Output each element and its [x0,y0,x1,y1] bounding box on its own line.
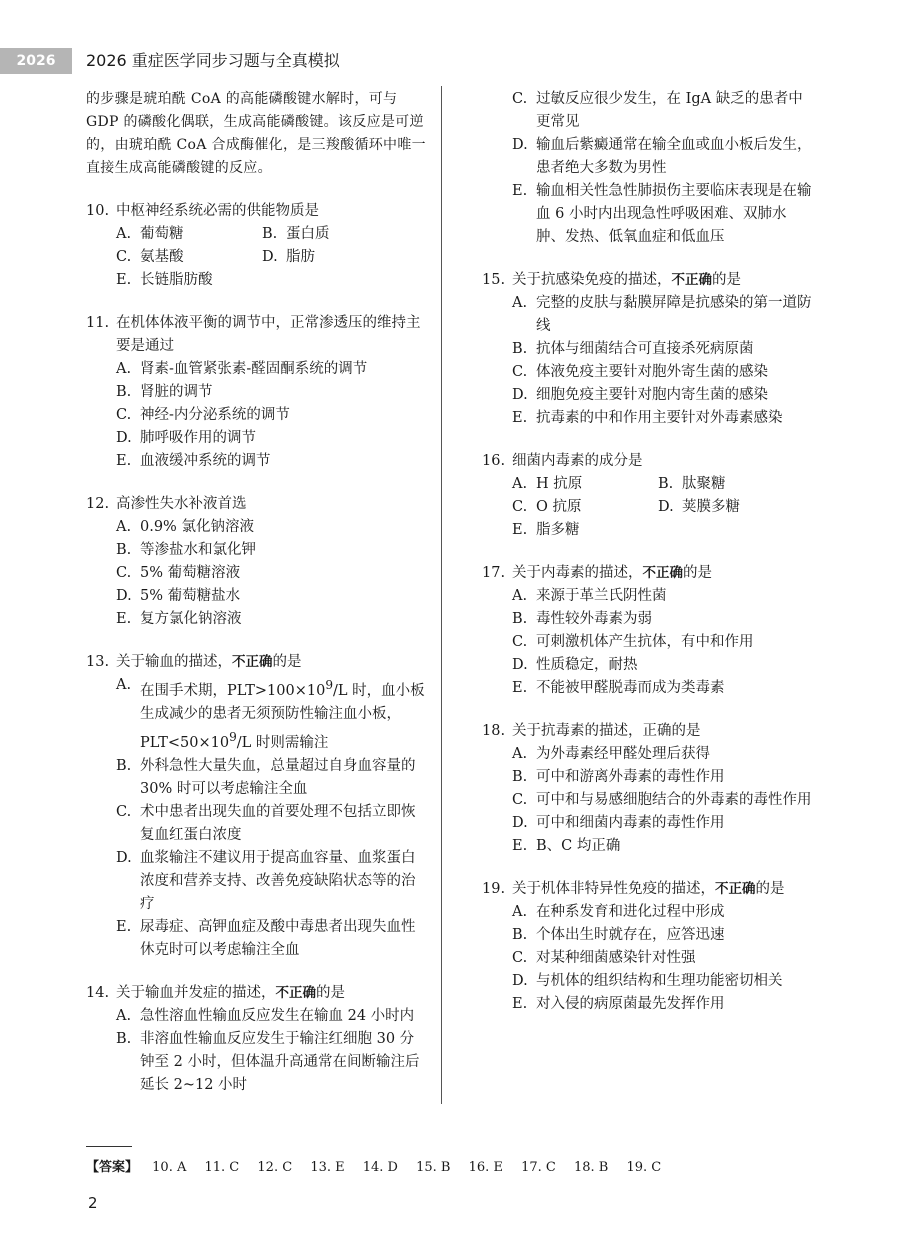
option-d: D. 荚膜多糖 [658,499,740,515]
option-e: E. 尿毒症、高钾血症及酸中毒患者出现失血性休克时可以考虑输注全血 [116,918,416,958]
option-b: B. 等渗盐水和氯化钾 [116,542,256,558]
question-number: 10. [86,203,110,219]
answer-key-label: 【答案】 [86,1160,139,1175]
question-stem: 关于抗感染免疫的描述，不正确的是 [512,272,741,288]
option-e: E. 脂多糖 [512,522,580,538]
option-e: E. 长链脂肪酸 [116,272,213,288]
negation-emphasis: 不正确 [275,984,316,1001]
negation-emphasis: 不正确 [715,881,756,897]
question-number: 13. [86,654,110,670]
option-c: C. 5% 葡萄糖溶液 [116,565,241,581]
option-a: A. 在围手术期，$PLT>100\times 10^9/L$ 时，血小板生成减少的患者无须预防性输注血小板，$PLT<50\times 10^9/L$ 时则需输注 [116,677,425,751]
question-stem: 关于输血的描述，不正确的是 [116,654,302,670]
option-b: B. 蛋白质 [262,226,330,242]
option-c: C. 氨基酸 [116,249,184,265]
negation-emphasis: 不正确 [232,654,273,670]
option-c: C. 对某种细菌感染针对性强 [512,950,696,966]
book-title: 2026 重症医学同步习题与全真模拟 [86,51,340,70]
question-number: 12. [86,496,110,512]
left-column [86,88,426,1097]
option-a: A. 葡萄糖 [116,226,184,242]
footnote-separator [86,1146,132,1147]
option-e: E. 输血相关性急性肺损伤主要临床表现是在输血 6 小时内出现急性呼吸困难、双肺水肿、发热、低氧血症和低血压 [512,183,812,245]
option-a: A. H 抗原 [512,476,583,492]
question-stem: 细菌内毒素的成分是 [512,453,643,469]
option-d: D. 细胞免疫主要针对胞内寄生菌的感染 [512,387,768,403]
option-e: E. 抗毒素的中和作用主要针对外毒素感染 [512,410,783,426]
option-a: A. 肾素-血管紧张素-醛固酮系统的调节 [116,361,368,377]
option-d: D. 血浆输注不建议用于提高血容量、血浆蛋白浓度和营养支持、改善免疫缺陷状态等的治疗 [116,849,416,912]
option-a: A. 急性溶血性输血反应发生在输血 24 小时内 [116,1007,415,1024]
option-b: B. 肾脏的调节 [116,384,213,400]
option-d: D. 肺呼吸作用的调节 [116,430,256,446]
question-stem: 关于内毒素的描述，不正确的是 [512,565,712,581]
option-b: B. 外科急性大量失血，总量超过自身血容量的 30% 时可以考虑输注全血 [116,757,416,797]
negation-emphasis: 不正确 [671,272,712,288]
question-11 [86,312,426,473]
question-14-continued [482,88,812,249]
option-b: B. 非溶血性输血反应发生于输注红细胞 30 分钟至 2 小时，但体温升高通常在间断输注后延长 2~12 小时 [116,1030,420,1093]
page-number: 2 [88,1194,98,1212]
question-16 [482,450,812,542]
continued-paragraph: 的步骤是琥珀酰 CoA 的高能磷酸键水解时，可与 GDP 的磷酸化偶联，生成高能磷酸键。该反应是可逆的，由琥珀酰 CoA 合成酶催化，是三羧酸循环中唯一直接生成高能磷酸键的反应。 [86,91,426,176]
column-divider [441,86,442,1104]
question-number: 18. [482,723,506,739]
option-d: D. 脂肪 [262,249,315,265]
answer-item: 18. B [573,1160,609,1175]
negation-emphasis: 不正确 [642,565,683,581]
option-e: E. 不能被甲醛脱毒而成为类毒素 [512,680,725,696]
option-c: C. 神经-内分泌系统的调节 [116,407,290,423]
option-e: E. 对入侵的病原菌最先发挥作用 [512,996,725,1012]
option-c: C. 术中患者出现失血的首要处理不包括立即恢复血红蛋白浓度 [116,803,416,843]
answer-item: 15. B [416,1160,451,1175]
answer-item: 17. C [521,1160,556,1175]
right-column [482,88,812,1016]
question-17 [482,562,812,700]
option-d: D. 性质稳定，耐热 [512,657,638,673]
option-c: C. 可刺激机体产生抗体，有中和作用 [512,634,754,650]
question-stem: 关于抗毒素的描述，正确的是 [512,723,701,739]
question-number: 19. [482,881,506,897]
option-d: D. 输血后紫癜通常在输全血或血小板后发生，患者绝大多数为男性 [512,137,812,176]
question-19 [482,878,812,1016]
option-b: B. 个体出生时就存在，应答迅速 [512,927,725,943]
question-10 [86,200,426,292]
year-tab: 2026 [0,48,72,74]
answer-item: 12. C [257,1160,293,1175]
option-e: E. 血液缓冲系统的调节 [116,453,271,469]
option-c: C. 过敏反应很少发生，在 IgA 缺乏的患者中更常见 [512,91,803,130]
option-d: D. 与机体的组织结构和生理功能密切相关 [512,973,783,989]
option-a: A. 来源于革兰氏阴性菌 [512,588,667,604]
option-c: C. O 抗原 [512,499,582,515]
answer-item: 14. D [362,1160,398,1175]
question-13 [86,651,426,962]
answer-item: 13. E [310,1160,345,1175]
option-b: B. 毒性较外毒素为弱 [512,611,652,627]
question-number: 15. [482,272,506,288]
answer-item: 19. C [626,1160,662,1175]
answer-item: 10. A [152,1160,187,1175]
option-d: D. 5% 葡萄糖盐水 [116,588,241,604]
question-stem: 关于输血并发症的描述，不正确的是 [116,984,345,1001]
option-c: C. 体液免疫主要针对胞外寄生菌的感染 [512,364,768,380]
question-18 [482,720,812,858]
question-stem: 关于机体非特异性免疫的描述，不正确的是 [512,881,785,897]
question-stem: 中枢神经系统必需的供能物质是 [116,203,319,219]
question-number: 17. [482,565,506,581]
question-stem: 高渗性失水补液首选 [116,496,247,512]
option-a: A. 在种系发育和进化过程中形成 [512,904,725,920]
question-number: 16. [482,453,506,469]
answer-item: 16. E [468,1160,503,1175]
question-number: 11. [86,315,110,331]
question-12 [86,493,426,631]
option-c: C. 可中和与易感细胞结合的外毒素的毒性作用 [512,792,812,808]
option-d: D. 可中和细菌内毒素的毒性作用 [512,815,725,831]
option-e: E. 复方氯化钠溶液 [116,611,242,627]
answer-key [86,1158,675,1178]
question-number: 14. [86,984,110,1001]
question-stem: 在机体体液平衡的调节中，正常渗透压的维持主要是通过 [116,315,421,354]
option-e: E. B、C 均正确 [512,838,621,854]
option-b: B. 肽聚糖 [658,476,726,492]
page-header [0,48,900,74]
option-a: A. 0.9% 氯化钠溶液 [116,519,254,535]
answer-item: 11. C [204,1160,240,1175]
option-b: B. 可中和游离外毒素的毒性作用 [512,769,725,785]
question-15 [482,269,812,430]
question-14 [86,982,426,1097]
option-a: A. 完整的皮肤与黏膜屏障是抗感染的第一道防线 [512,295,812,334]
option-a: A. 为外毒素经甲醛处理后获得 [512,746,710,762]
option-b: B. 抗体与细菌结合可直接杀死病原菌 [512,341,754,357]
